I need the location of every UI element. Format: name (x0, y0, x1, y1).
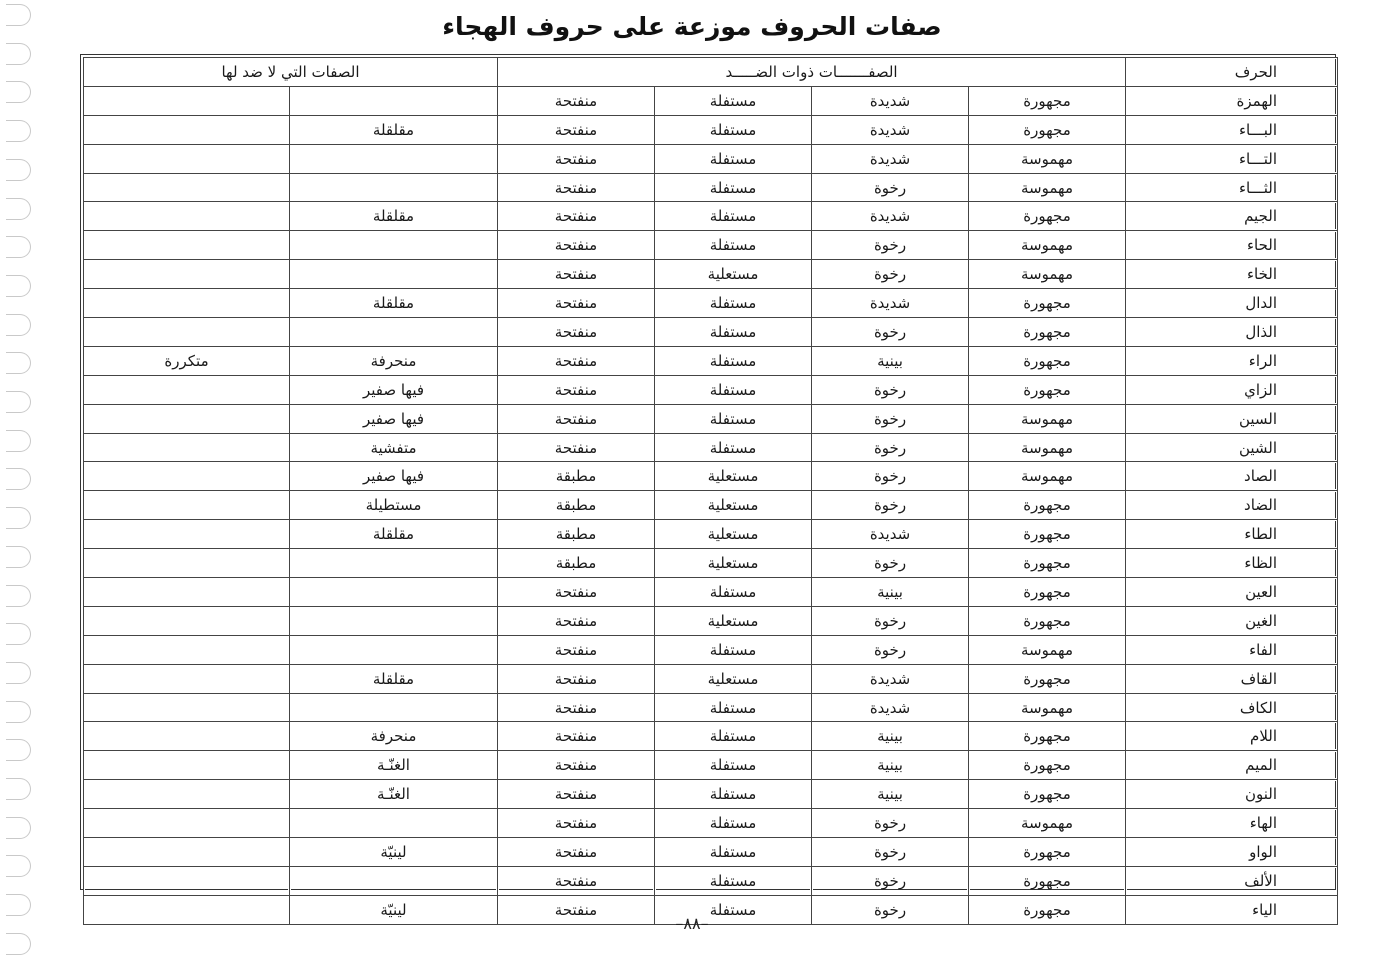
table-row (84, 115, 1338, 144)
cell-letter: الألف (1126, 866, 1338, 895)
cell-strength: شديدة (812, 289, 969, 318)
cell-elevation: مستفلة (655, 318, 812, 347)
table-row (84, 722, 1338, 751)
cell-letter: الخاء (1126, 260, 1338, 289)
binding-ring (6, 236, 31, 258)
page-title: صفات الحروف موزعة على حروف الهجاء (442, 12, 942, 41)
cell-closure: مطبقة (498, 520, 655, 549)
cell-voicing: مجهورة (969, 549, 1126, 578)
cell-extra-2 (84, 462, 290, 491)
cell-extra-2: متكررة (84, 346, 290, 375)
cell-letter: الذال (1126, 318, 1338, 347)
binding-ring (6, 430, 31, 452)
cell-strength: رخوة (812, 318, 969, 347)
cell-closure: منفتحة (498, 751, 655, 780)
table-row (84, 404, 1338, 433)
cell-extra-2 (84, 144, 290, 173)
table-row (84, 289, 1338, 318)
cell-closure: منفتحة (498, 895, 655, 924)
cell-letter: الراء (1126, 346, 1338, 375)
cell-voicing: مهموسة (969, 462, 1126, 491)
cell-elevation: مستفلة (655, 578, 812, 607)
cell-letter: الثـــاء (1126, 173, 1338, 202)
cell-extra-2 (84, 260, 290, 289)
cell-closure: منفتحة (498, 115, 655, 144)
cell-voicing: مجهورة (969, 838, 1126, 867)
cell-strength: شديدة (812, 144, 969, 173)
cell-voicing: مجهورة (969, 115, 1126, 144)
table-row (84, 202, 1338, 231)
cell-closure: منفتحة (498, 664, 655, 693)
table-row (84, 144, 1338, 173)
table-row (84, 664, 1338, 693)
cell-extra-2 (84, 751, 290, 780)
table-row (84, 375, 1338, 404)
table-row (84, 635, 1338, 664)
binding-ring (6, 855, 31, 877)
cell-voicing: مجهورة (969, 346, 1126, 375)
cell-voicing: مجهورة (969, 866, 1126, 895)
binding-ring (6, 778, 31, 800)
cell-extra-1 (290, 173, 498, 202)
cell-strength: شديدة (812, 664, 969, 693)
cell-voicing: مهموسة (969, 173, 1126, 202)
cell-closure: منفتحة (498, 231, 655, 260)
cell-voicing: مجهورة (969, 375, 1126, 404)
cell-extra-2 (84, 664, 290, 693)
cell-letter: الهمزة (1126, 86, 1338, 115)
cell-strength: رخوة (812, 895, 969, 924)
table-row (84, 549, 1338, 578)
cell-extra-2 (84, 578, 290, 607)
cell-extra-1 (290, 260, 498, 289)
cell-letter: الميم (1126, 751, 1338, 780)
cell-elevation: مستفلة (655, 838, 812, 867)
cell-extra-1: لينيّة (290, 838, 498, 867)
cell-voicing: مجهورة (969, 318, 1126, 347)
cell-extra-1: فيها صفير (290, 404, 498, 433)
cell-closure: منفتحة (498, 144, 655, 173)
cell-extra-1 (290, 231, 498, 260)
cell-closure: منفتحة (498, 173, 655, 202)
cell-extra-1: فيها صفير (290, 462, 498, 491)
binding-ring (6, 275, 31, 297)
table-row (84, 809, 1338, 838)
cell-voicing: مهموسة (969, 433, 1126, 462)
table-row (84, 751, 1338, 780)
cell-elevation: مستعلية (655, 260, 812, 289)
cell-letter: الصاد (1126, 462, 1338, 491)
cell-strength: بينية (812, 751, 969, 780)
cell-extra-1: الغنّـة (290, 780, 498, 809)
cell-voicing: مهموسة (969, 404, 1126, 433)
cell-strength: رخوة (812, 375, 969, 404)
cell-extra-2 (84, 289, 290, 318)
table-row (84, 260, 1338, 289)
cell-voicing: مجهورة (969, 751, 1126, 780)
cell-closure: منفتحة (498, 433, 655, 462)
cell-elevation: مستعلية (655, 549, 812, 578)
cell-elevation: مستفلة (655, 144, 812, 173)
cell-extra-1: مقلقلة (290, 289, 498, 318)
cell-letter: الهاء (1126, 809, 1338, 838)
cell-strength: رخوة (812, 838, 969, 867)
cell-closure: مطبقة (498, 462, 655, 491)
binding-ring (6, 81, 31, 103)
table-row (84, 433, 1338, 462)
binding-ring (6, 120, 31, 142)
cell-letter: الزاي (1126, 375, 1338, 404)
cell-extra-2 (84, 838, 290, 867)
letter-attributes-table (83, 57, 1338, 925)
cell-closure: منفتحة (498, 86, 655, 115)
table-row (84, 693, 1338, 722)
header-non-dual-attributes: الصفات التي لا ضد لها (84, 58, 498, 87)
cell-extra-2 (84, 173, 290, 202)
cell-letter: البـــاء (1126, 115, 1338, 144)
table-row (84, 173, 1338, 202)
cell-extra-2 (84, 231, 290, 260)
cell-extra-2 (84, 635, 290, 664)
cell-voicing: مجهورة (969, 606, 1126, 635)
cell-voicing: مهموسة (969, 635, 1126, 664)
cell-closure: مطبقة (498, 491, 655, 520)
cell-elevation: مستفلة (655, 635, 812, 664)
cell-voicing: مجهورة (969, 578, 1126, 607)
binding-ring (6, 43, 31, 65)
cell-elevation: مستفلة (655, 173, 812, 202)
binding-ring (6, 894, 31, 916)
cell-elevation: مستفلة (655, 722, 812, 751)
table-row (84, 866, 1338, 895)
cell-elevation: مستفلة (655, 780, 812, 809)
table-row (84, 231, 1338, 260)
cell-extra-2 (84, 693, 290, 722)
cell-closure: منفتحة (498, 318, 655, 347)
cell-elevation: مستفلة (655, 86, 812, 115)
cell-strength: رخوة (812, 866, 969, 895)
binding-ring (6, 507, 31, 529)
cell-extra-2 (84, 606, 290, 635)
cell-elevation: مستفلة (655, 375, 812, 404)
header-letter: الحرف (1126, 58, 1338, 87)
cell-strength: رخوة (812, 173, 969, 202)
cell-extra-1: مقلقلة (290, 664, 498, 693)
cell-extra-1: الغنّـة (290, 751, 498, 780)
cell-strength: بينية (812, 578, 969, 607)
binding-ring (6, 391, 31, 413)
cell-voicing: مجهورة (969, 491, 1126, 520)
cell-extra-1: فيها صفير (290, 375, 498, 404)
cell-voicing: مهموسة (969, 809, 1126, 838)
table-row (84, 86, 1338, 115)
cell-elevation: مستفلة (655, 895, 812, 924)
binding-ring (6, 701, 31, 723)
cell-extra-1: مقلقلة (290, 202, 498, 231)
cell-closure: منفتحة (498, 780, 655, 809)
cell-extra-2 (84, 404, 290, 433)
cell-extra-2 (84, 318, 290, 347)
cell-letter: الكاف (1126, 693, 1338, 722)
table-row (84, 346, 1338, 375)
cell-extra-2 (84, 202, 290, 231)
cell-letter: النون (1126, 780, 1338, 809)
cell-strength: رخوة (812, 635, 969, 664)
cell-elevation: مستفلة (655, 404, 812, 433)
cell-voicing: مجهورة (969, 895, 1126, 924)
cell-elevation: مستفلة (655, 751, 812, 780)
cell-closure: منفتحة (498, 260, 655, 289)
cell-elevation: مستفلة (655, 693, 812, 722)
table-row (84, 491, 1338, 520)
cell-letter: الظاء (1126, 549, 1338, 578)
cell-voicing: مجهورة (969, 86, 1126, 115)
cell-closure: منفتحة (498, 289, 655, 318)
cell-extra-2 (84, 433, 290, 462)
binding-ring (6, 198, 31, 220)
table-row (84, 520, 1338, 549)
cell-strength: رخوة (812, 606, 969, 635)
cell-strength: شديدة (812, 202, 969, 231)
table-row (84, 838, 1338, 867)
cell-strength: شديدة (812, 520, 969, 549)
cell-letter: الطاء (1126, 520, 1338, 549)
header-dual-attributes: الصفـــــــات ذوات الضـــــد (498, 58, 1126, 87)
table-row (84, 780, 1338, 809)
cell-strength: بينية (812, 346, 969, 375)
cell-strength: بينية (812, 780, 969, 809)
cell-extra-1 (290, 693, 498, 722)
cell-voicing: مجهورة (969, 722, 1126, 751)
cell-elevation: مستعلية (655, 520, 812, 549)
binding-ring (6, 662, 31, 684)
binding-ring (6, 623, 31, 645)
cell-voicing: مهموسة (969, 260, 1126, 289)
cell-closure: منفتحة (498, 202, 655, 231)
cell-closure: منفتحة (498, 346, 655, 375)
cell-letter: الياء (1126, 895, 1338, 924)
letter-attributes-table-frame (80, 54, 1336, 919)
cell-elevation: مستفلة (655, 346, 812, 375)
binding-ring (6, 546, 31, 568)
cell-extra-1 (290, 549, 498, 578)
cell-elevation: مستعلية (655, 606, 812, 635)
binding-ring (6, 352, 31, 374)
cell-closure: منفتحة (498, 606, 655, 635)
cell-elevation: مستفلة (655, 433, 812, 462)
cell-extra-1 (290, 578, 498, 607)
cell-closure: منفتحة (498, 722, 655, 751)
cell-closure: منفتحة (498, 838, 655, 867)
table-body (84, 86, 1338, 924)
cell-extra-2 (84, 375, 290, 404)
cell-elevation: مستفلة (655, 202, 812, 231)
cell-extra-1 (290, 809, 498, 838)
cell-strength: شديدة (812, 693, 969, 722)
cell-extra-1 (290, 606, 498, 635)
cell-extra-2 (84, 115, 290, 144)
cell-extra-1: لينيّة (290, 895, 498, 924)
cell-strength: رخوة (812, 433, 969, 462)
cell-letter: الجيم (1126, 202, 1338, 231)
cell-strength: رخوة (812, 462, 969, 491)
cell-voicing: مهموسة (969, 231, 1126, 260)
cell-extra-2 (84, 549, 290, 578)
cell-closure: منفتحة (498, 578, 655, 607)
cell-elevation: مستفلة (655, 231, 812, 260)
cell-strength: شديدة (812, 115, 969, 144)
cell-voicing: مجهورة (969, 664, 1126, 693)
table-row (84, 578, 1338, 607)
cell-closure: منفتحة (498, 866, 655, 895)
cell-elevation: مستفلة (655, 289, 812, 318)
cell-letter: العين (1126, 578, 1338, 607)
cell-letter: القاف (1126, 664, 1338, 693)
cell-closure: منفتحة (498, 635, 655, 664)
cell-extra-1 (290, 635, 498, 664)
cell-elevation: مستعلية (655, 491, 812, 520)
cell-extra-1: مقلقلة (290, 520, 498, 549)
cell-extra-1 (290, 86, 498, 115)
cell-letter: اللام (1126, 722, 1338, 751)
page-number: –٨٨– (675, 914, 709, 933)
table-header-row (84, 58, 1338, 87)
binding-ring (6, 817, 31, 839)
cell-elevation: مستفلة (655, 809, 812, 838)
cell-voicing: مجهورة (969, 289, 1126, 318)
cell-voicing: مجهورة (969, 202, 1126, 231)
cell-elevation: مستفلة (655, 115, 812, 144)
cell-strength: رخوة (812, 549, 969, 578)
cell-extra-1: مستطيلة (290, 491, 498, 520)
cell-extra-1: متفشية (290, 433, 498, 462)
cell-extra-2 (84, 722, 290, 751)
cell-voicing: مهموسة (969, 693, 1126, 722)
cell-voicing: مجهورة (969, 780, 1126, 809)
cell-closure: منفتحة (498, 404, 655, 433)
cell-letter: الفاء (1126, 635, 1338, 664)
cell-extra-2 (84, 866, 290, 895)
cell-letter: السين (1126, 404, 1338, 433)
cell-strength: رخوة (812, 404, 969, 433)
binding-ring (6, 314, 31, 336)
cell-letter: التـــاء (1126, 144, 1338, 173)
cell-extra-2 (84, 809, 290, 838)
cell-extra-2 (84, 86, 290, 115)
cell-extra-2 (84, 780, 290, 809)
cell-strength: رخوة (812, 809, 969, 838)
cell-strength: شديدة (812, 86, 969, 115)
cell-letter: الدال (1126, 289, 1338, 318)
binding-ring (6, 159, 31, 181)
cell-extra-1 (290, 144, 498, 173)
cell-strength: بينية (812, 722, 969, 751)
spiral-binding (0, 0, 40, 973)
table-row (84, 462, 1338, 491)
cell-closure: منفتحة (498, 375, 655, 404)
cell-letter: الحاء (1126, 231, 1338, 260)
cell-elevation: مستعلية (655, 664, 812, 693)
cell-strength: رخوة (812, 491, 969, 520)
cell-extra-1: منحرفة (290, 346, 498, 375)
table-row (84, 606, 1338, 635)
table-row (84, 318, 1338, 347)
cell-elevation: مستفلة (655, 866, 812, 895)
cell-closure: منفتحة (498, 693, 655, 722)
cell-letter: الغين (1126, 606, 1338, 635)
cell-voicing: مجهورة (969, 520, 1126, 549)
cell-letter: الواو (1126, 838, 1338, 867)
binding-ring (6, 739, 31, 761)
cell-extra-1 (290, 866, 498, 895)
cell-elevation: مستعلية (655, 462, 812, 491)
cell-strength: رخوة (812, 231, 969, 260)
cell-extra-1 (290, 318, 498, 347)
cell-extra-1: مقلقلة (290, 115, 498, 144)
cell-strength: رخوة (812, 260, 969, 289)
cell-voicing: مهموسة (969, 144, 1126, 173)
cell-closure: مطبقة (498, 549, 655, 578)
binding-ring (6, 933, 31, 955)
cell-closure: منفتحة (498, 809, 655, 838)
cell-extra-2 (84, 491, 290, 520)
binding-ring (6, 468, 31, 490)
cell-letter: الشين (1126, 433, 1338, 462)
cell-letter: الضاد (1126, 491, 1338, 520)
binding-ring (6, 585, 31, 607)
cell-extra-2 (84, 520, 290, 549)
cell-extra-1: منحرفة (290, 722, 498, 751)
